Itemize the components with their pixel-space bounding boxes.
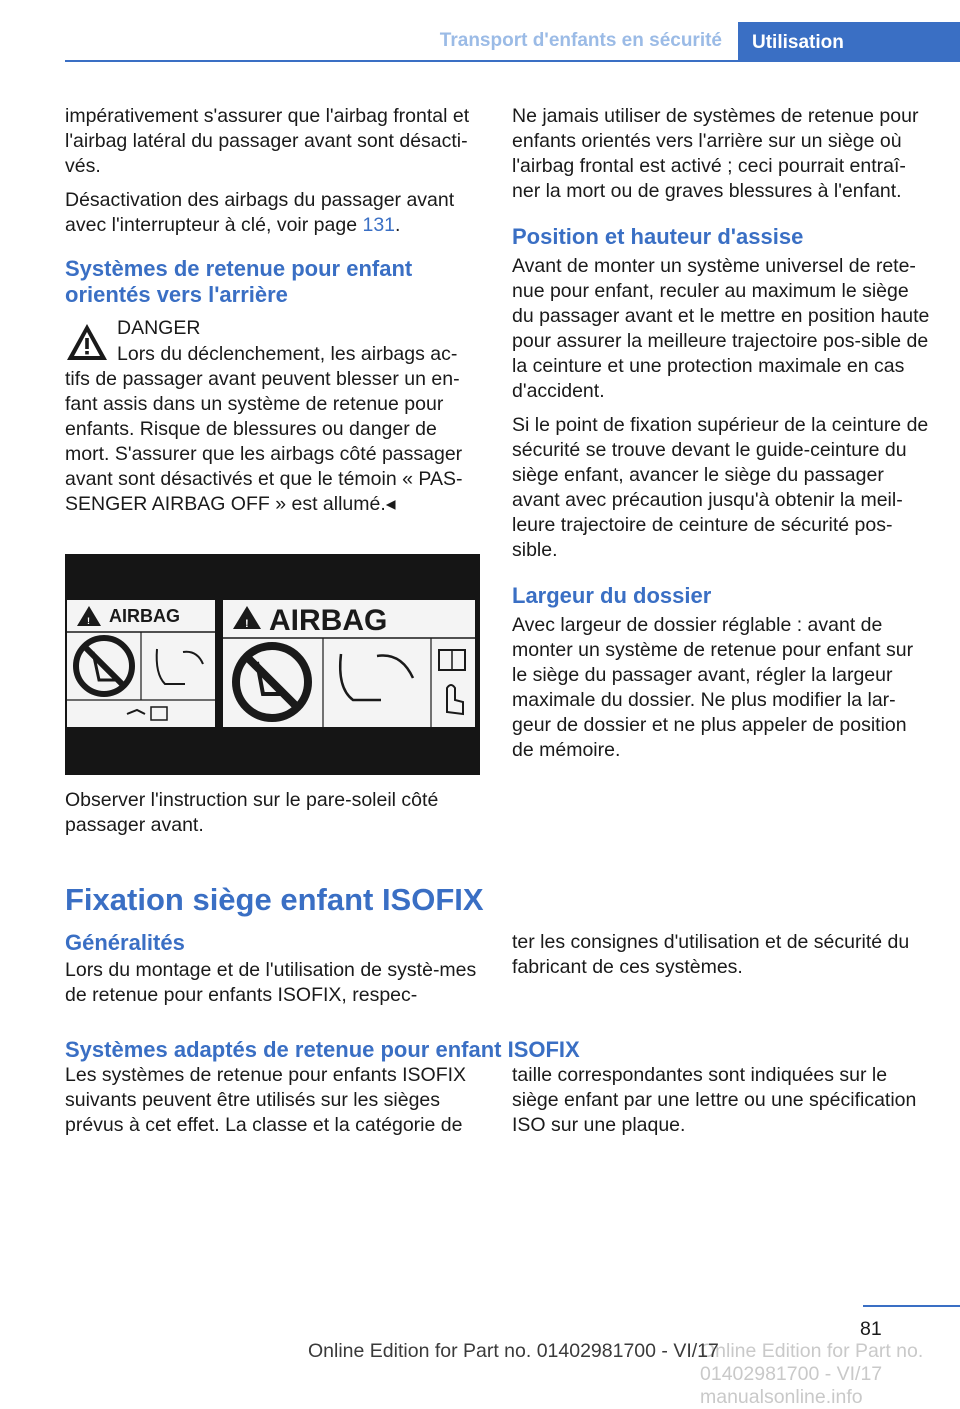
danger-label: DANGER bbox=[117, 317, 201, 339]
danger-text-first-line: Lors du déclenchement, les airbags ac‐ bbox=[117, 343, 458, 365]
page-number: 81 bbox=[860, 1318, 882, 1340]
airbag-label-illustration bbox=[65, 554, 480, 775]
left-paragraph-1: impérativement s'assurer que l'airbag frontal et l'airbag latéral du passager avant sont désacti‐vés. bbox=[65, 105, 470, 177]
isofix-systems-left: Les systèmes de retenue pour enfants ISOFIX suivants peuvent être utilisés sur les sièges prévus à cet effet. La classe et la catégorie de bbox=[65, 1064, 467, 1136]
header-rule bbox=[65, 60, 960, 62]
generalites-right: ter les consignes d'utilisation et de sécurité du fabricant de ces systèmes. bbox=[512, 931, 910, 978]
largeur-paragraph: Avec largeur de dossier réglable : avant de monter un système de retenue pour enfant sur le siège du passager avant, régler la largeur maximale du dossier. Ne plus modifier la lar‐geur de dossier et ne plus appeler de position de mémoire. bbox=[512, 614, 914, 761]
isofix-title: Fixation siège enfant ISOFIX bbox=[65, 882, 484, 917]
left-column bbox=[65, 104, 485, 517]
danger-text: tifs de passager avant peuvent blesser un en‐fant assis dans un système de retenue pour enfants. Risque de blessures ou danger de mort. S'assurer que les airbags côté passager avant sont désactivés et que le témoin « PAS‐SENGER AIRBAG OFF » est allumé.◂ bbox=[65, 368, 463, 515]
subheading-rear-facing: Systèmes de retenue pour enfant orientés vers l'arrière bbox=[65, 256, 413, 307]
small-airbag-text: AIRBAG bbox=[109, 606, 180, 626]
photo-caption: Observer l'instruction sur le pare-soleil côté passager avant. bbox=[65, 789, 439, 836]
position-paragraph-2: Si le point de fixation supérieur de la ceinture de sécurité se trouve devant le guide-ceinture du siège enfant, avancer le siège du passager avant avec précaution jusqu'à obtenir la meil‐leure trajectoire de ceinture de sécurité pos‐sible. bbox=[512, 414, 929, 561]
warning-triangle-icon bbox=[65, 322, 109, 362]
left-paragraph-2 bbox=[65, 188, 485, 238]
airbag-label-photo bbox=[65, 554, 480, 775]
page-link-131[interactable]: 131 bbox=[362, 214, 396, 236]
large-airbag-text: AIRBAG bbox=[269, 604, 388, 637]
danger-warning bbox=[65, 316, 485, 517]
left-paragraph-2-end: . bbox=[395, 214, 401, 236]
subheading-position: Position et hauteur d'assise bbox=[512, 224, 804, 249]
watermark: Online Edition for Part no. 01402981700 - VI/17 manualsonline.info bbox=[700, 1340, 924, 1408]
generalites-text-left: Lors du montage et de l'utilisation de systè‐mes de retenue pour enfants ISOFIX, respec‐ bbox=[65, 959, 477, 1006]
svg-text:!: ! bbox=[245, 618, 249, 630]
right-column bbox=[512, 104, 932, 772]
subheading-isofix-systems: Systèmes adaptés de retenue pour enfant ISOFIX bbox=[65, 1037, 580, 1062]
position-paragraph-1: Avant de monter un système universel de rete‐nue pour enfant, reculer au maximum le siège du passager avant et le mettre en position haute pour assurer la meilleure trajectoire pos‐sible de la ceinture et une protection maximale en cas d'accident. bbox=[512, 255, 930, 402]
subheading-generalites: Généralités bbox=[65, 930, 185, 955]
footer-edition: Online Edition for Part no. 01402981700 - VI/17 bbox=[308, 1340, 719, 1362]
isofix-systems-right: taille correspondantes sont indiquées sur le siège enfant par une lettre ou une spécification ISO sur une plaque. bbox=[512, 1064, 917, 1136]
left-paragraph-2-text: Désactivation des airbags du passager avant avec l'interrupteur à clé, voir page bbox=[65, 189, 455, 236]
header-section-title: Transport d'enfants en sécurité bbox=[439, 30, 722, 51]
subheading-largeur: Largeur du dossier bbox=[512, 583, 712, 608]
svg-text:!: ! bbox=[87, 616, 90, 626]
right-paragraph-1: Ne jamais utiliser de systèmes de retenue pour enfants orientés vers l'arrière sur un siège où l'airbag frontal est activé ; ceci pourrait entraî‐ner la mort ou de graves blessures à l'enfant. bbox=[512, 105, 919, 202]
footer-rule bbox=[863, 1305, 960, 1307]
header-chapter-tab: Utilisation bbox=[738, 22, 960, 62]
generalites-left bbox=[65, 930, 485, 1017]
